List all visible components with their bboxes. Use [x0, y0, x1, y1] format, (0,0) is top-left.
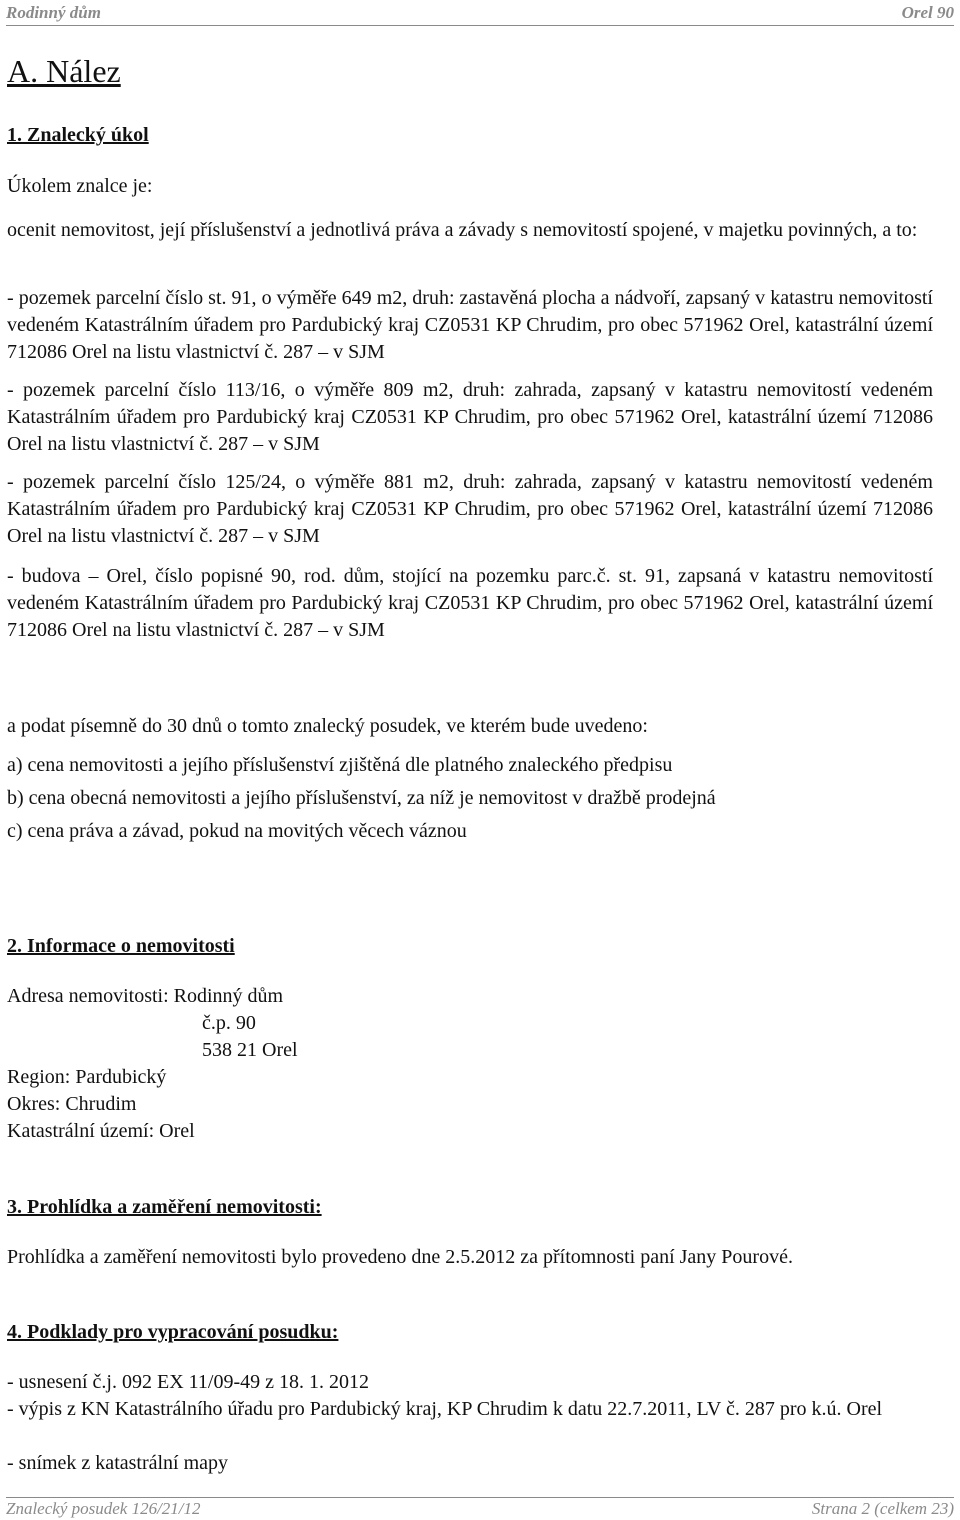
page-header: [6, 3, 954, 26]
footer-left: Znalecký posudek 126/21/12: [6, 1499, 201, 1518]
header-right: Orel 90: [901, 3, 954, 22]
section3-heading: 3. Prohlídka a zaměření nemovitosti:: [7, 1196, 322, 1218]
address-cp: č.p. 90: [202, 1012, 256, 1034]
source-item-3: - snímek z katastrální mapy: [7, 1452, 229, 1474]
property-item-3: - pozemek parcelní číslo 125/24, o výměře 881 m2, druh: zahrada, zapsaný v katastru nemovitostí vedeném Katastrálním úřadem pro Pardubický kraj CZ0531 KP Chrudim, pro obec 571962 Orel, katastrální území 712086 Orel na listu vlastnictví č. 287 – v SJM: [7, 471, 933, 547]
okres: Okres: Chrudim: [7, 1093, 137, 1115]
point-c: c) cena práva a závad, pokud na movitých věcech váznou: [7, 820, 467, 842]
source-item-1: - usnesení č.j. 092 EX 11/09-49 z 18. 1. 2012: [7, 1371, 369, 1393]
posudek-intro: a podat písemně do 30 dnů o tomto znalecký posudek, ve kterém bude uvedeno:: [7, 715, 648, 737]
address-line: Adresa nemovitosti: Rodinný dům: [7, 985, 284, 1007]
property-item-4: - budova – Orel, číslo popisné 90, rod. dům, stojící na pozemku parc.č. st. 91, zapsaná v katastru nemovitostí vedeném Katastrálním úřadem pro Pardubický kraj CZ0531 KP Chrudim, pro obec 571962 Orel, katastrální území 712086 Orel na listu vlastnictví č. 287 – v SJM: [7, 565, 933, 641]
source-item-2: - výpis z KN Katastrálního úřadu pro Pardubický kraj, KP Chrudim k datu 22.7.2011, LV č. 287 pro k.ú. Orel: [7, 1398, 883, 1420]
page-title: A. Nález: [7, 53, 121, 89]
footer-right: Strana 2 (celkem 23): [811, 1499, 954, 1518]
property-item-2: - pozemek parcelní číslo 113/16, o výměře 809 m2, druh: zahrada, zapsaný v katastru nemovitostí vedeném Katastrálním úřadem pro Pardubický kraj CZ0531 KP Chrudim, pro obec 571962 Orel, katastrální území 712086 Orel na listu vlastnictví č. 287 – v SJM: [7, 379, 933, 455]
section1-intro: Úkolem znalce je:: [7, 175, 153, 197]
region: Region: Pardubický: [7, 1066, 167, 1088]
section4-heading: 4. Podklady pro vypracování posudku:: [7, 1321, 339, 1343]
katastr: Katastrální území: Orel: [7, 1120, 195, 1142]
section1-task: ocenit nemovitost, její příslušenství a jednotlivá práva a závady s nemovitostí spojené, v majetku povinných, a to:: [7, 219, 918, 241]
property-item-1: - pozemek parcelní číslo st. 91, o výměře 649 m2, druh: zastavěná plocha a nádvoří, zapsaný v katastru nemovitostí vedeném Katastrálním úřadem pro Pardubický kraj CZ0531 KP Chrudim, pro obec 571962 Orel, katastrální území 712086 Orel na listu vlastnictví č. 287 – v SJM: [7, 287, 933, 363]
page-footer: [6, 1497, 954, 1519]
section2-heading: 2. Informace o nemovitosti: [7, 935, 235, 957]
section3-text: Prohlídka a zaměření nemovitosti bylo provedeno dne 2.5.2012 za přítomnosti paní Jany Pourové.: [7, 1246, 793, 1268]
point-b: b) cena obecná nemovitosti a jejího příslušenství, za níž je nemovitost v dražbě prodejná: [7, 787, 716, 809]
section1-heading: 1. Znalecký úkol: [7, 124, 149, 146]
address-city: 538 21 Orel: [202, 1039, 298, 1061]
header-left: Rodinný dům: [6, 3, 101, 22]
point-a: a) cena nemovitosti a jejího příslušenství zjištěná dle platného znaleckého předpisu: [7, 754, 673, 776]
